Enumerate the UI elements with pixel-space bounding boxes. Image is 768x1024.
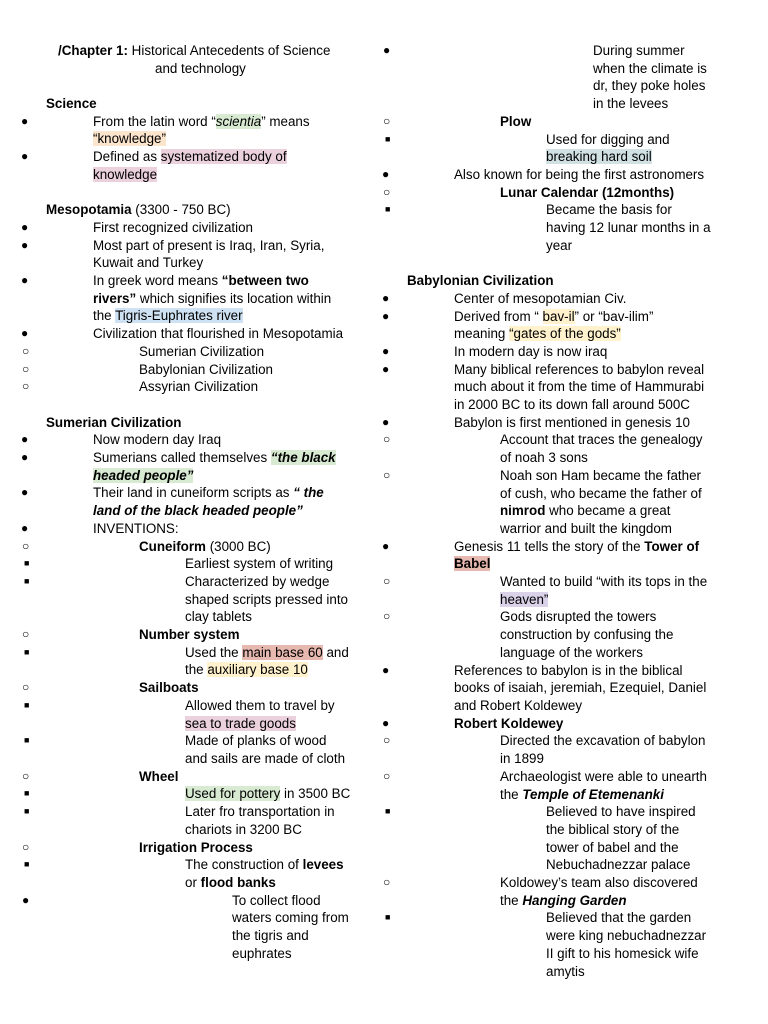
bullet-icon: ● [382,715,390,730]
bullet-icon: ● [382,343,390,358]
list-item: ■ Believed that the garden [385,910,692,926]
list-item: ■ Allowed them to travel by [24,697,335,713]
list-item: ○ Babylonian Civilization [22,361,273,377]
list-item: ● INVENTIONS: [21,520,179,536]
square-bullet-icon: ■ [385,204,391,215]
list-item: ● Most part of present is Iraq, Iran, Syria, [21,237,325,253]
list-item: ● Babylon is first mentioned in genesis 10 [382,414,690,430]
circle-bullet-icon: ○ [22,839,30,854]
circle-bullet-icon: ○ [383,113,391,128]
circle-bullet-icon: ○ [22,680,30,695]
circle-bullet-icon: ○ [22,361,30,376]
list-item: ● To collect flood [22,892,321,908]
bullet-icon: ● [382,662,390,677]
list-item: ■ Later fro transportation in [24,804,335,820]
right-column: ● During summer when the climate is dr, they poke holes in the levees ○ Plow ■ Used for digging and breaking hard soil ● Also known for being the first astronomers ○ Lunar Calendar (12months) ■ Became the basis for having 12 lunar months in a year Babylonian Civilization ● Center of mesopotamian Civ. ● Derived from “ bav-il” or “bav-ilim” meaning “gates of the gods” ● In modern day is now iraq ● Many biblical references to babylon reveal much about it from the time of Hammurabi in 2000 BC to its down fall around 500C ● Babylon is first mentioned in genesis 10 ○ Account that traces the genealogy of noah 3 sons ○ Noah son Ham became the father of cush, who became the father of nimrod who became a great warrior and built the kingdom ● Genesis 11 tells the story of the Tower of Babel ○ Wanted to build “with its tops in the heaven” ○ Gods disrupted the towers construction by confusing the language of the workers ● References to babylon is in the biblical books of isaiah, jeremiah, Ezequiel, Daniel and Robert Koldewey ● Robert Koldewey ○ Directed the excavation of babylon in 1899 ○ Archaeologist were able to unearth the Temple of Etemenanki ■ Believed to have inspired the biblical story of the tower of babel and the Nebuchadnezzar palace ○ Koldowey’s team also discovered the Hanging Garden ■ Believed that the garden were king nebuchadnezzar II gift to his homesick wife amytis [407,42,732,980]
list-item: ● Center of mesopotamian Civ. [382,290,627,306]
heading-mesopotamia: Mesopotamia (3300 - 750 BC) [46,202,231,218]
circle-bullet-icon: ○ [383,467,391,482]
list-item: ● From the latin word “scientia” means [21,113,310,129]
circle-bullet-icon: ○ [383,609,391,624]
square-bullet-icon: ■ [385,806,391,817]
chapter-title-line2: and technology [155,60,246,76]
list-item: ■ Used for digging and [385,131,670,147]
circle-bullet-icon: ○ [383,733,391,748]
bullet-icon: ● [21,520,29,535]
list-item: ○ Wheel [22,768,179,784]
square-bullet-icon: ■ [385,912,391,923]
heading-babylonian: Babylonian Civilization [407,273,554,289]
list-item: ■ Used the main base 60 and [24,644,349,660]
list-item: ● In modern day is now iraq [382,343,608,359]
list-item: ● Now modern day Iraq [21,432,222,448]
bullet-icon: ● [21,326,29,341]
list-item: ■ The construction of levees [24,857,344,873]
bullet-icon: ● [21,219,29,234]
square-bullet-icon: ■ [385,133,391,144]
list-item: ● Also known for being the first astronomers [382,166,705,182]
bullet-icon: ● [21,450,29,465]
list-item: ○ Number system [22,627,240,643]
list-item: ● Robert Koldewey [382,715,564,731]
list-item: ○ Lunar Calendar (12months) [383,184,675,200]
square-bullet-icon: ■ [24,735,30,746]
list-item: ● Civilization that flourished in Mesopotamia [21,326,344,342]
circle-bullet-icon: ○ [383,574,391,589]
list-item: ● Defined as systematized body of [21,149,287,165]
bullet-icon: ● [382,166,390,181]
chapter-title-line1: Historical Antecedents of Science [127,43,331,58]
list-item: ○ Plow [383,113,532,129]
square-bullet-icon: ■ [24,575,30,586]
list-item: ○ Sumerian Civilization [22,343,265,359]
list-item: ○ Archaeologist were able to unearth [383,768,707,784]
bullet-icon: ● [21,113,29,128]
left-column: Science ● From the latin word “scientia” means “knowledge” ● Defined as systematized body of knowledge Mesopotamia (3300 - 750 BC) ● First recognized civilization ● Most part of present is Iraq, Iran, Syria, Kuwait and Turkey ● In greek word means “between two rivers” which signifies its location within the Tigris-Euphrates river ● Civilization that flourished in Mesopotamia ○ Sumerian Civilization ○ Babylonian Civilization ○ Assyrian Civilization Sumerian Civilization ● Now modern day Iraq ● Sumerians called themselves “the black headed people” ● Their land in cuneiform scripts as “ the land of the black headed people” ● INVENTIONS: ○ Cuneiform (3000 BC) ■ Earliest system of writing ■ Characterized by wedge shaped scripts pressed into clay tablets ○ Number system ■ Used the main base 60 and the auxiliary base 10 ○ Sailboats ■ Allowed them to travel by sea to trade goods ■ Made of planks of wood and sails are made of cloth ○ Wheel ■ Used for pottery in 3500 BC ■ Later fro transportation in chariots in 3200 BC ○ Irrigation Process ■ The construction of levees or flood banks ● To collect flood waters coming from the tigris and euphrates [46,95,376,962]
list-item: ○ Noah son Ham became the father [383,467,701,483]
bullet-icon: ● [382,308,390,323]
circle-bullet-icon: ○ [22,768,30,783]
list-item: ■ Believed to have inspired [385,804,696,820]
bullet-icon: ● [22,892,30,907]
bullet-icon: ● [21,273,29,288]
list-item: ● Their land in cuneiform scripts as “ the [21,485,324,501]
heading-science: Science [46,96,97,111]
list-item: ○ Account that traces the genealogy [383,432,703,448]
circle-bullet-icon: ○ [383,875,391,890]
circle-bullet-icon: ○ [22,343,30,358]
list-item: ● In greek word means “between two [21,273,309,289]
bullet-icon: ● [21,432,29,447]
circle-bullet-icon: ○ [22,379,30,394]
list-item: ● Sumerians called themselves “the black [21,450,336,466]
bullet-icon: ● [21,485,29,500]
list-item: ● Many biblical references to babylon reveal [382,361,705,377]
list-item: ○ Gods disrupted the towers [383,609,657,625]
heading-sumerian: Sumerian Civilization [46,414,182,430]
list-item: ● Derived from “ bav-il” or “bav-ilim” [382,308,654,324]
list-item: ○ Directed the excavation of babylon [383,733,706,749]
circle-bullet-icon: ○ [383,768,391,783]
list-item: ○ Assyrian Civilization [22,379,259,395]
circle-bullet-icon: ○ [22,538,30,553]
bullet-icon: ● [382,290,390,305]
square-bullet-icon: ■ [24,699,30,710]
bullet-icon: ● [382,538,390,553]
list-item: ○ Cuneiform (3000 BC) [22,538,271,554]
circle-bullet-icon: ○ [383,432,391,447]
list-item: ● During summer [383,43,685,58]
chapter-label: /Chapter 1: [58,43,128,58]
list-item: ■ Characterized by wedge [24,573,330,589]
square-bullet-icon: ■ [24,558,30,569]
bullet-icon: ● [382,414,390,429]
list-item: ○ Irrigation Process [22,839,253,855]
list-item: ○ Wanted to build “with its tops in the [383,574,708,590]
list-item: ● First recognized civilization [21,219,254,235]
square-bullet-icon: ■ [24,859,30,870]
bullet-icon: ● [383,43,391,57]
list-item: ○ Sailboats [22,680,199,696]
bullet-icon: ● [21,149,29,164]
square-bullet-icon: ■ [24,788,30,799]
list-item: ■ Used for pottery in 3500 BC [24,786,351,802]
bullet-icon: ● [382,361,390,376]
list-item: ● References to babylon is in the biblical [382,662,683,678]
list-item: ■ Became the basis for [385,202,672,218]
list-item: ■ Earliest system of writing [24,556,334,572]
list-item: ○ Koldowey’s team also discovered [383,875,698,891]
bullet-icon: ● [21,237,29,252]
list-item: ● Genesis 11 tells the story of the Tower of [382,538,700,554]
square-bullet-icon: ■ [24,806,30,817]
chapter-title [58,42,378,77]
list-item: ■ Made of planks of wood [24,733,327,749]
square-bullet-icon: ■ [24,646,30,657]
circle-bullet-icon: ○ [22,627,30,642]
circle-bullet-icon: ○ [383,184,391,199]
